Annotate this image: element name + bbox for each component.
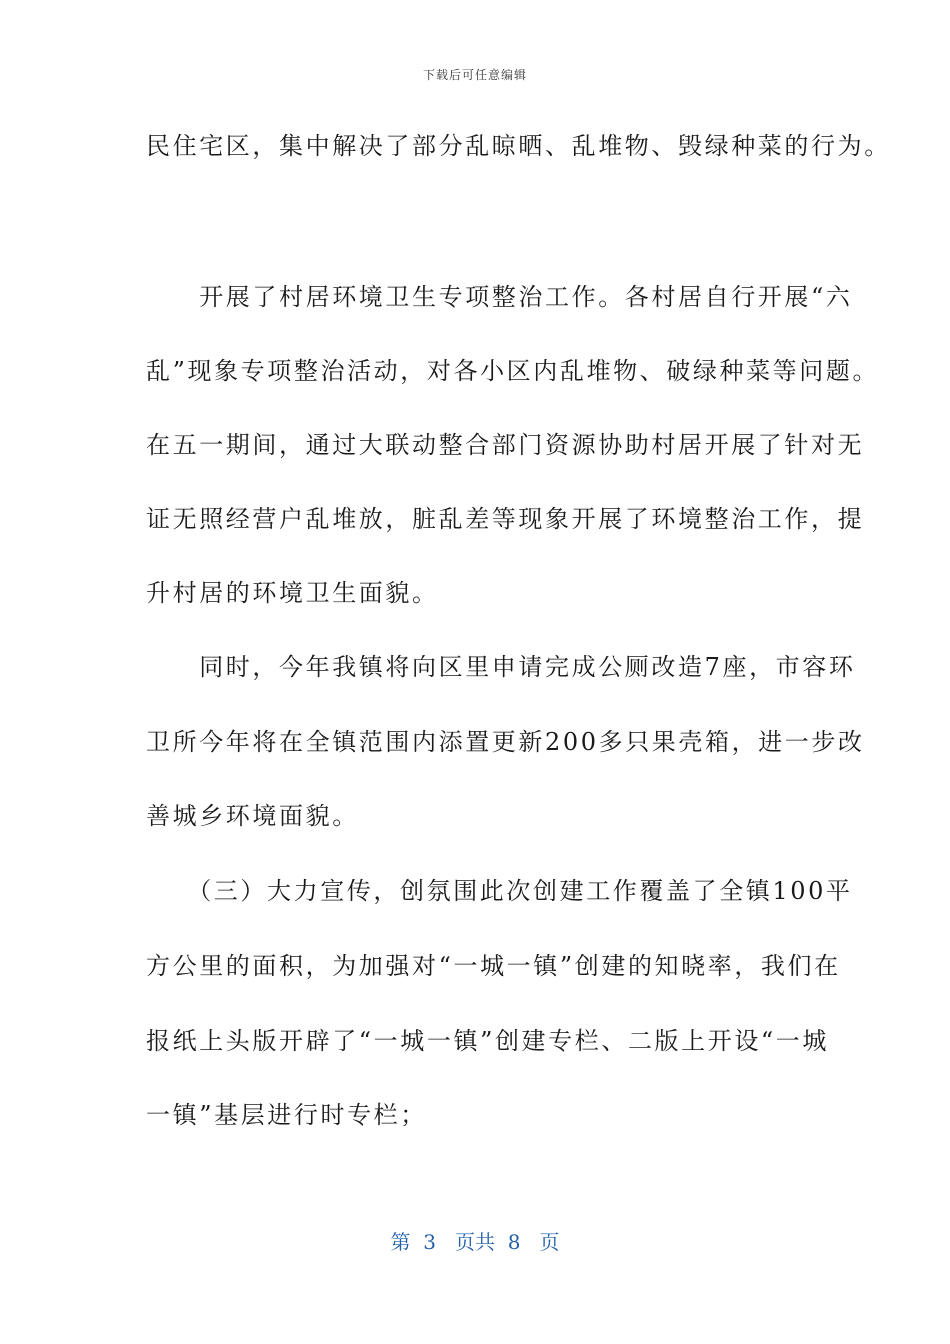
text-line: 升村居的环境卫生面貌。 [146, 579, 439, 607]
text-line: 同时，今年我镇将向区里申请完成公厕改造7座，市容环 [146, 653, 856, 681]
text-line: 善城乡环境面貌。 [146, 802, 359, 830]
text-line: 一镇”基层进行时专栏； [146, 1101, 427, 1129]
page-number-footer: 第 3 页共 8 页 [390, 1230, 560, 1254]
text-line: 方公里的面积，为加强对“一城一镇”创建的知晓率，我们在 [146, 952, 841, 980]
text-line: 在五一期间，通过大联动整合部门资源协助村居开展了针对无 [146, 431, 865, 459]
text-line: （三）大力宣传，创氛围此次创建工作覆盖了全镇100平 [146, 877, 853, 905]
text-line: 民住宅区，集中解决了部分乱晾晒、乱堆物、毁绿种菜的行为。 [146, 132, 891, 160]
text-line: 开展了村居环境卫生专项整治工作。各村居自行开展“六 [146, 283, 853, 311]
text-line: 报纸上头版开辟了“一城一镇”创建专栏、二版上开设“一城 [146, 1027, 830, 1055]
header-note: 下载后可任意编辑 [422, 68, 527, 82]
text-line: 卫所今年将在全镇范围内添置更新200多只果壳箱，进一步改 [146, 728, 865, 756]
text-line: 乱”现象专项整治活动，对各小区内乱堆物、破绿种菜等问题。 [146, 357, 880, 385]
text-line: 证无照经营户乱堆放，脏乱差等现象开展了环境整治工作，提 [146, 505, 865, 533]
